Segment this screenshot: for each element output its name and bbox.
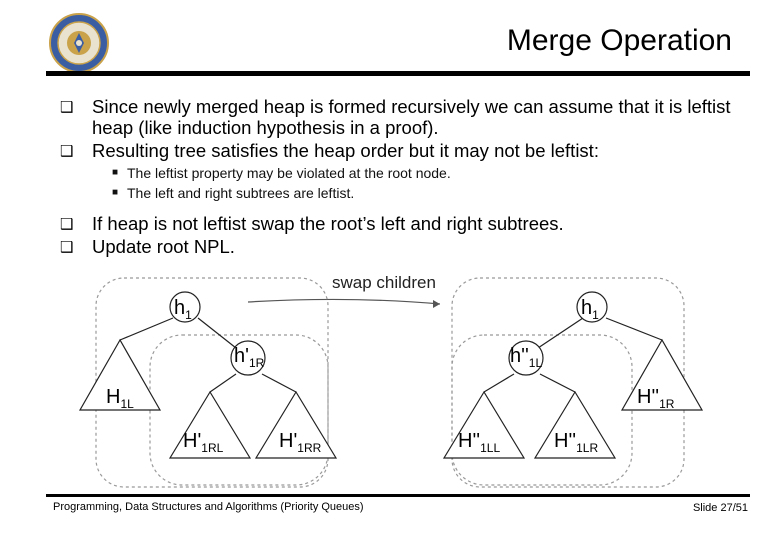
slide-number: Slide 27/51 (692, 502, 748, 514)
footer-divider (46, 494, 750, 497)
svg-text:H1L: $H_{1L}$ (106, 386, 134, 411)
checkbox-bullet-icon: ❑ (60, 142, 74, 160)
sub-bullet-item: ■ The leftist property may be violated at the root node. (112, 165, 451, 181)
checkbox-bullet-icon: ❑ (60, 238, 74, 256)
left-tree (80, 278, 336, 487)
svg-text:H'1RR: $H'_{1RR}$ (279, 430, 322, 455)
svg-text:h''1L: $h''_{1L}$ (510, 345, 543, 370)
square-bullet-icon: ■ (112, 187, 119, 198)
checkbox-bullet-icon: ❑ (60, 98, 74, 116)
diagram-caption: swap children (332, 273, 436, 292)
bullet-item: ❑ If heap is not leftist swap the root’s left and right subtrees. (60, 213, 564, 234)
svg-text:h1: $h_1$ (581, 297, 599, 322)
svg-text:H''1LL: $H''_{1LL}$ (458, 430, 501, 455)
sub-bullet-item: ■ The left and right subtrees are leftist. (112, 185, 355, 201)
svg-text:h'1R: $h'_{1R}$ (234, 345, 265, 370)
svg-text:H''1R: $H''_{1R}$ (637, 386, 675, 411)
square-bullet-icon: ■ (112, 167, 119, 178)
swap-arrow (248, 299, 440, 304)
slide-title: Merge Operation (506, 24, 732, 57)
bullet-item: ❑ Since newly merged heap is formed recursively we can assume that it is leftist heap (like induction hypothesis in a proof). (60, 96, 731, 138)
checkbox-bullet-icon: ❑ (60, 215, 74, 233)
footer-course: Programming, Data Structures and Algorithms (Priority Queues) (53, 501, 364, 513)
bullet-item: ❑ Update root NPL. (60, 236, 235, 257)
svg-text:H''1LR: $H''_{1LR}$ (554, 430, 599, 455)
arrow-head-icon (433, 300, 440, 308)
svg-text:H'1RL: $H'_{1RL}$ (183, 430, 224, 455)
bullet-item: ❑ Resulting tree satisfies the heap order but it may not be leftist: (60, 140, 599, 161)
right-tree (444, 278, 702, 487)
svg-text:h1: $h_1$ (174, 297, 192, 322)
